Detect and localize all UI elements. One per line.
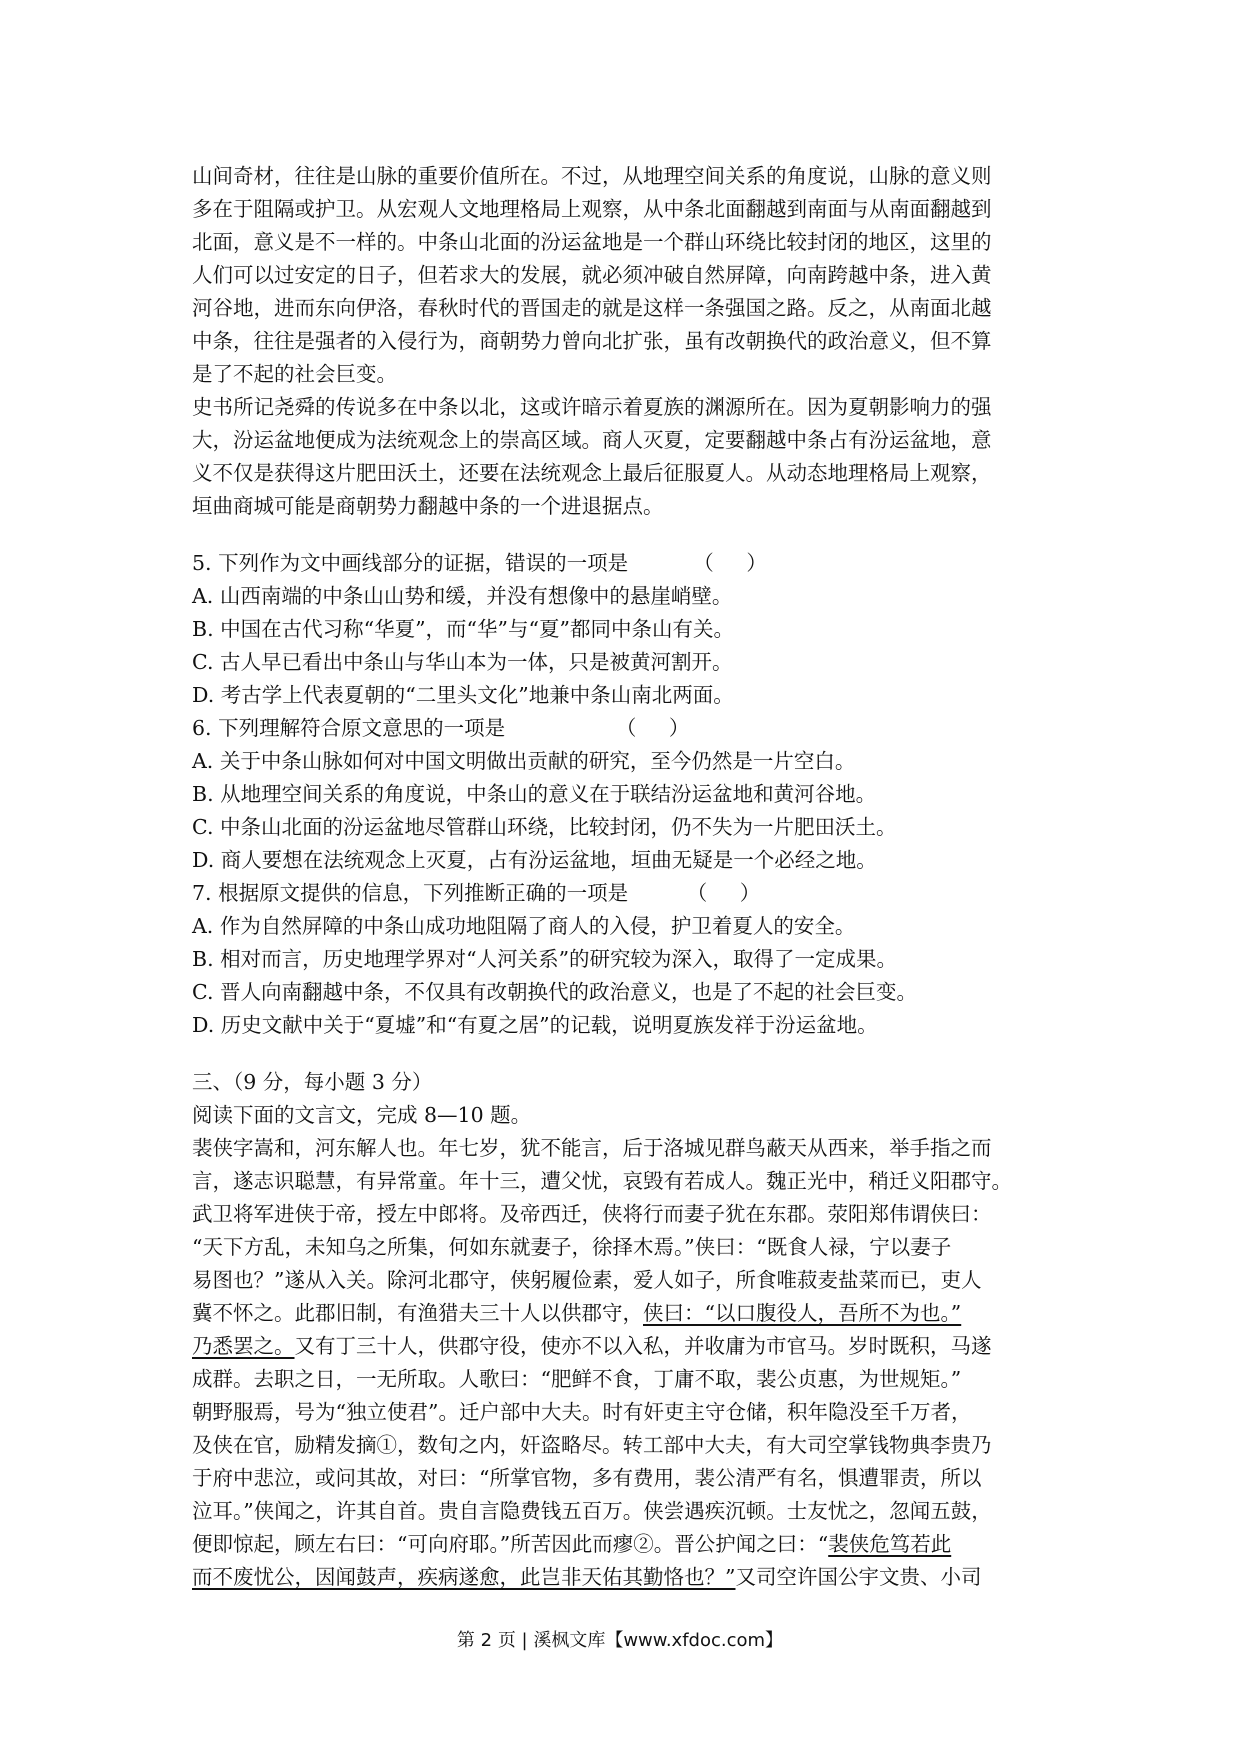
classical-line (192, 1429, 1072, 1462)
classical-line (192, 1165, 1072, 1198)
text-segment: 便即惊起，顾左右曰：“可向府耶。”所苦因此而瘳②。晋公护闻之曰：“ (192, 1532, 829, 1556)
spacer (192, 1042, 1072, 1066)
passage-line: 垣曲商城可能是商朝势力翻越中条的一个进退据点。 (192, 494, 664, 518)
text-segment: “天下方乱，未知乌之所集，何如东就妻子，徐择木焉。”侠曰：“既食人禄，宁以妻子 (192, 1235, 952, 1259)
question-stem: 5. 下列作为文中画线部分的证据，错误的一项是 （ ） (192, 551, 767, 575)
question-option: C. 古人早已看出中条山与华山本为一体，只是被黄河割开。 (192, 650, 733, 674)
passage-line: 山间奇材，往往是山脉的重要价值所在。不过，从地理空间关系的角度说，山脉的意义则 (192, 164, 992, 188)
classical-line (192, 1396, 1072, 1429)
text-segment: 成群。去职之日，一无所取。人歌曰：“肥鲜不食，丁庸不取，裴公贞惠，为世规矩。” (192, 1367, 962, 1391)
page-footer: 第 2 页 | 溪枫文库【www.xfdoc.com】 (456, 1630, 784, 1651)
classical-line (192, 1495, 1072, 1528)
question-stem: 6. 下列理解符合原文意思的一项是 （ ） (192, 716, 690, 740)
classical-line (192, 1264, 1072, 1297)
text-segment: 冀不怀之。此郡旧制，有渔猎夫三十人以供郡守， (192, 1301, 643, 1325)
text-segment: 泣耳。”侠闻之，许其自首。贵自言隐费钱五百万。侠尝遇疾沉顿。士友忧之，忽闻五鼓， (192, 1499, 992, 1523)
question-option: D. 历史文献中关于“夏墟”和“有夏之居”的记载，说明夏族发祥于汾运盆地。 (192, 1013, 878, 1037)
question-option: B. 相对而言，历史地理学界对“人河关系”的研究较为深入，取得了一定成果。 (192, 947, 898, 971)
passage-text (192, 160, 1072, 523)
question-stem: 7. 根据原文提供的信息，下列推断正确的一项是 （ ） (192, 881, 761, 905)
spacer (192, 523, 1072, 547)
question-option: A. 山西南端的中条山山势和缓，并没有想像中的悬崖峭壁。 (192, 584, 733, 608)
section-instruction: 阅读下面的文言文，完成 8—10 题。 (192, 1103, 532, 1127)
passage-line: 义不仅是获得这片肥田沃土，还要在法统观念上最后征服夏人。从动态地理格局上观察， (192, 461, 992, 485)
classical-line (192, 1231, 1072, 1264)
passage-line: 河谷地，进而东向伊洛，春秋时代的晋国走的就是这样一条强国之路。反之，从南面北越 (192, 296, 992, 320)
underlined-text: 乃悉罢之。 (192, 1334, 295, 1358)
classical-line (192, 1528, 1072, 1561)
classical-line (192, 1132, 1072, 1165)
text-segment: 又有丁三十人，供郡守役，使亦不以入私，并收庸为市官马。岁时既积，马遂 (294, 1334, 992, 1358)
question-option: D. 考古学上代表夏朝的“二里头文化”地兼中条山南北两面。 (192, 683, 734, 707)
passage-line: 大，汾运盆地便成为法统观念上的崇高区域。商人灭夏，定要翻越中条占有汾运盆地，意 (192, 428, 992, 452)
document-page (192, 160, 1072, 1594)
underlined-text: 而不废忧公，因闻鼓声，疾病遂愈，此岂非天佑其勤恪也？” (192, 1565, 736, 1589)
text-segment: 于府中悲泣，或问其故，对曰：“所掌官物，多有费用，裴公清严有名，惧遭罪责，所以 (192, 1466, 982, 1490)
underlined-text: 侠曰：“以口腹役人，吾所不为也。” (643, 1301, 962, 1325)
text-segment: 又司空许国公宇文贵、小司 (735, 1565, 982, 1589)
text-segment: 及侠在官，励精发摘①，数旬之内，奸盗略尽。转工部中大夫，有大司空掌钱物典李贵乃 (192, 1433, 992, 1457)
text-segment: 朝野服焉，号为“独立使君”。迁户部中大夫。时有奸吏主守仓储，积年隐没至千万者， (192, 1400, 972, 1424)
question-option: A. 关于中条山脉如何对中国文明做出贡献的研究，至今仍然是一片空白。 (192, 749, 856, 773)
text-segment: 易图也？”遂从入关。除河北郡守，侠躬履俭素，爱人如子，所食唯菽麦盐菜而已，吏人 (192, 1268, 982, 1292)
classical-line (192, 1198, 1072, 1231)
passage-line: 是了不起的社会巨变。 (192, 362, 397, 386)
classical-line (192, 1462, 1072, 1495)
text-segment: 言，遂志识聪慧，有异常童。年十三，遭父忧，哀毁有若成人。魏正光中，稍迁义阳郡守。 (192, 1169, 1012, 1193)
classical-line (192, 1561, 1072, 1594)
question-option: A. 作为自然屏障的中条山成功地阻隔了商人的入侵，护卫着夏人的安全。 (192, 914, 856, 938)
classical-line (192, 1363, 1072, 1396)
question-option: D. 商人要想在法统观念上灭夏，占有汾运盆地，垣曲无疑是一个必经之地。 (192, 848, 877, 872)
classical-text (192, 1132, 1072, 1594)
passage-line: 史书所记尧舜的传说多在中条以北，这或许暗示着夏族的渊源所在。因为夏朝影响力的强 (192, 395, 992, 419)
underlined-text: 裴侠危笃若此 (828, 1532, 952, 1556)
passage-line: 中条，往往是强者的入侵行为，商朝势力曾向北扩张，虽有改朝换代的政治意义，但不算 (192, 329, 992, 353)
passage-line: 北面，意义是不一样的。中条山北面的汾运盆地是一个群山环绕比较封闭的地区，这里的 (192, 230, 992, 254)
passage-line: 多在于阻隔或护卫。从宏观人文地理格局上观察，从中条北面翻越到南面与从南面翻越到 (192, 197, 992, 221)
question-option: B. 中国在古代习称“华夏”，而“华”与“夏”都同中条山有关。 (192, 617, 734, 641)
classical-line (192, 1297, 1072, 1330)
question-option: B. 从地理空间关系的角度说，中条山的意义在于联结汾运盆地和黄河谷地。 (192, 782, 877, 806)
questions-block (192, 547, 1072, 1042)
passage-line: 人们可以过安定的日子，但若求大的发展，就必须冲破自然屏障，向南跨越中条，进入黄 (192, 263, 992, 287)
section-heading: 三、（9 分，每小题 3 分） (192, 1070, 433, 1094)
text-segment: 裴侠字嵩和，河东解人也。年七岁，犹不能言，后于洛城见群鸟蔽天从西来，举手指之而 (192, 1136, 992, 1160)
question-option: C. 中条山北面的汾运盆地尽管群山环绕，比较封闭，仍不失为一片肥田沃土。 (192, 815, 897, 839)
text-segment: 武卫将军进侠于帝，授左中郎将。及帝西迁，侠将行而妻子犹在东郡。荥阳郑伟谓侠曰： (192, 1202, 992, 1226)
question-option: C. 晋人向南翻越中条，不仅具有改朝换代的政治意义，也是了不起的社会巨变。 (192, 980, 917, 1004)
classical-line (192, 1330, 1072, 1363)
